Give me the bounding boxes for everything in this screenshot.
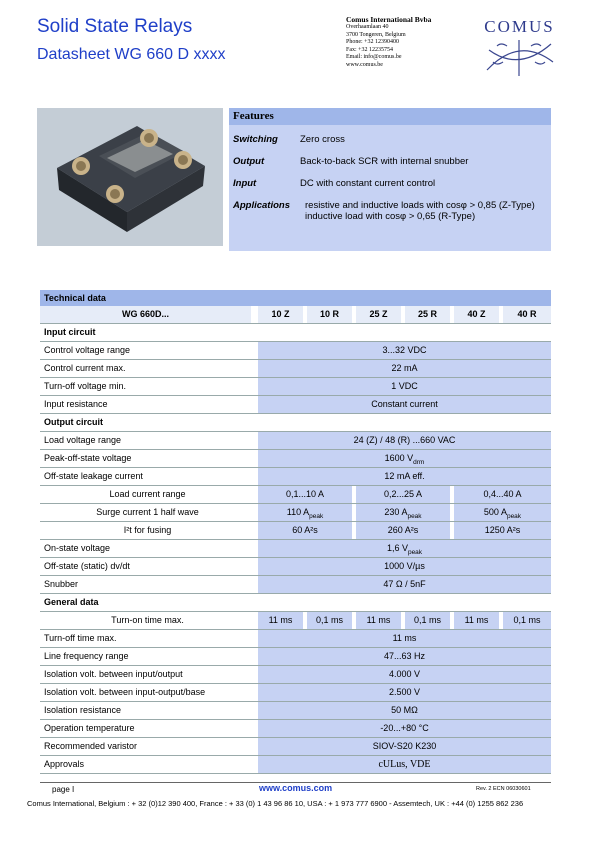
table-row: [40, 504, 551, 522]
table-row: [40, 666, 551, 684]
table-row: [40, 756, 551, 774]
company-address-block: [346, 15, 431, 70]
table-row: [40, 378, 551, 396]
cell-10: 60 A²s: [258, 522, 352, 539]
table-row: [40, 684, 551, 702]
row-label: Recommended varistor: [44, 741, 138, 751]
row-label: I²t for fusing: [123, 525, 172, 535]
table-row: [40, 558, 551, 576]
address-line: Fax: +32 12235754: [346, 46, 394, 53]
value-subscript: peak: [506, 512, 522, 520]
row-value: 12 mA eff.: [258, 468, 551, 485]
address-line: www.comus.be: [346, 61, 383, 68]
document-title: Solid State Relays: [37, 16, 193, 37]
table-row: [40, 648, 551, 666]
row-value: 47 Ω / 5nF: [258, 576, 551, 593]
table-row: [40, 450, 551, 468]
row-value: cULus, VDE: [258, 756, 551, 773]
section-output-circuit: [40, 414, 551, 432]
feature-value: Zero cross: [300, 134, 345, 145]
cell-10: [258, 504, 352, 521]
row-label: Peak-off-state voltage: [44, 453, 132, 463]
feature-label: Output: [233, 156, 265, 167]
table-row: [40, 432, 551, 450]
logo-text: COMUS: [484, 17, 555, 36]
relay-product-photo: [37, 108, 223, 246]
value-text: 1600 V: [384, 453, 414, 463]
cell-25: 260 A²s: [356, 522, 450, 539]
row-label: Surge current 1 half wave: [96, 507, 199, 517]
table-row: [40, 486, 551, 504]
row-value: Constant current: [258, 396, 551, 413]
row-value: 2.500 V: [258, 684, 551, 701]
table-row: [40, 612, 551, 630]
column-header: 10 Z: [258, 306, 303, 323]
cell-10r: 0,1 ms: [307, 612, 352, 629]
row-value: SIOV-S20 K230: [258, 738, 551, 755]
feature-label: Applications: [233, 200, 291, 211]
website-link[interactable]: www.comus.com: [259, 783, 333, 793]
cell-10: 0,1...10 A: [258, 486, 352, 503]
table-header-row: [40, 306, 551, 324]
cell-40z: 11 ms: [454, 612, 499, 629]
row-label: Isolation volt. between input-output/base: [44, 687, 206, 697]
cell-25z: 11 ms: [356, 612, 401, 629]
row-value: 3...32 VDC: [258, 342, 551, 359]
table-row: [40, 396, 551, 414]
model-header: WG 660D...: [40, 306, 251, 323]
column-header: 10 R: [307, 306, 352, 323]
value-text: 500 A: [483, 507, 507, 517]
row-value: 1000 V/µs: [258, 558, 551, 575]
row-value: 47...63 Hz: [258, 648, 551, 665]
column-header: 25 Z: [356, 306, 401, 323]
feature-value: resistive and inductive loads with cosφ > 0,85 (Z-Type): [305, 200, 535, 211]
column-header: 40 R: [503, 306, 551, 323]
row-label: Approvals: [44, 759, 85, 769]
row-value: 24 (Z) / 48 (R) ...660 VAC: [258, 432, 551, 449]
row-label: Control current max.: [44, 363, 126, 373]
table-row: [40, 720, 551, 738]
row-label: Line frequency range: [44, 651, 129, 661]
page-number: page I: [52, 785, 75, 794]
address-line: Email: info@comus.be: [346, 54, 402, 61]
revision-note: Rev. 2 ECN 06030601: [476, 786, 531, 792]
cell-10z: 11 ms: [258, 612, 303, 629]
cell-40: [454, 504, 551, 521]
value-text: 110 A: [286, 507, 310, 517]
section-input-circuit: [40, 324, 551, 342]
row-label: Control voltage range: [44, 345, 131, 355]
section-label: Output circuit: [44, 417, 103, 427]
feature-label: Switching: [233, 134, 278, 145]
table-row: [40, 702, 551, 720]
row-label: Input resistance: [44, 399, 108, 409]
row-value: 11 ms: [258, 630, 551, 647]
row-label: Turn-off voltage min.: [44, 381, 127, 391]
features-box: [229, 108, 551, 251]
row-label: Turn-on time max.: [111, 615, 184, 625]
technical-data-table: [40, 290, 551, 774]
value-subscript: peak: [407, 512, 422, 520]
row-value: [258, 450, 551, 467]
section-label: Input circuit: [44, 327, 96, 337]
cell-40: 0,4...40 A: [454, 486, 551, 503]
comus-logo: [467, 10, 572, 80]
company-name: Comus International Bvba: [346, 15, 432, 24]
address-line: Phone: +32 12390400: [346, 39, 400, 46]
section-general-data: [40, 594, 551, 612]
contact-line: Comus International, Belgium : + 32 (0)12 390 400, France : + 33 (0) 1 43 96 86 10, USA : + 1 973 777 6900 - Assemtech, UK : +44 (0) 1255 862 236: [27, 799, 524, 808]
value-subscript: peak: [407, 548, 423, 556]
cell-25: 0,2...25 A: [356, 486, 450, 503]
row-label: Load current range: [109, 489, 186, 499]
feature-value-2: inductive load with cosφ > 0,65 (R-Type): [305, 211, 476, 222]
row-label: Isolation resistance: [44, 705, 122, 715]
feature-value: DC with constant current control: [300, 178, 436, 189]
table-row: [40, 468, 551, 486]
table-row: [40, 630, 551, 648]
column-header: 25 R: [405, 306, 450, 323]
table-row: [40, 738, 551, 756]
address-line: 3700 Tongeren, Belgium: [346, 31, 406, 38]
row-label: Off-state (static) dv/dt: [44, 561, 130, 571]
row-label: Snubber: [44, 579, 79, 589]
table-row: [40, 522, 551, 540]
relay-illustration: [37, 108, 223, 246]
value-subscript: drm: [413, 458, 425, 466]
table-row: [40, 360, 551, 378]
section-label: General data: [44, 597, 99, 607]
row-label: Isolation volt. between input/output: [44, 669, 183, 679]
feature-label: Input: [233, 178, 257, 189]
cell-40: 1250 A²s: [454, 522, 551, 539]
cell-25: [356, 504, 450, 521]
row-label: Turn-off time max.: [44, 633, 117, 643]
row-value: 22 mA: [258, 360, 551, 377]
row-value: [258, 540, 551, 557]
technical-data-heading: Technical data: [40, 290, 551, 306]
row-label: On-state voltage: [44, 543, 111, 553]
table-row: [40, 540, 551, 558]
cell-40r: 0,1 ms: [503, 612, 551, 629]
table-row: [40, 342, 551, 360]
value-subscript: peak: [309, 512, 324, 520]
row-value: 50 MΩ: [258, 702, 551, 719]
value-text: 1,6 V: [386, 543, 408, 553]
row-value: -20...+80 °C: [258, 720, 551, 737]
row-value: 1 VDC: [258, 378, 551, 395]
address-line: Overhaamlaan 40: [346, 24, 389, 30]
table-row: [40, 576, 551, 594]
value-text: 230 A: [384, 507, 408, 517]
column-header: 40 Z: [454, 306, 499, 323]
document-subtitle: Datasheet WG 660 D xxxx: [37, 46, 226, 63]
row-value: 4.000 V: [258, 666, 551, 683]
feature-value: Back-to-back SCR with internal snubber: [300, 156, 469, 167]
row-label: Load voltage range: [44, 435, 122, 445]
cell-25r: 0,1 ms: [405, 612, 450, 629]
row-label: Operation temperature: [44, 723, 135, 733]
row-label: Off-state leakage current: [44, 471, 143, 481]
features-heading: Features: [229, 108, 551, 125]
